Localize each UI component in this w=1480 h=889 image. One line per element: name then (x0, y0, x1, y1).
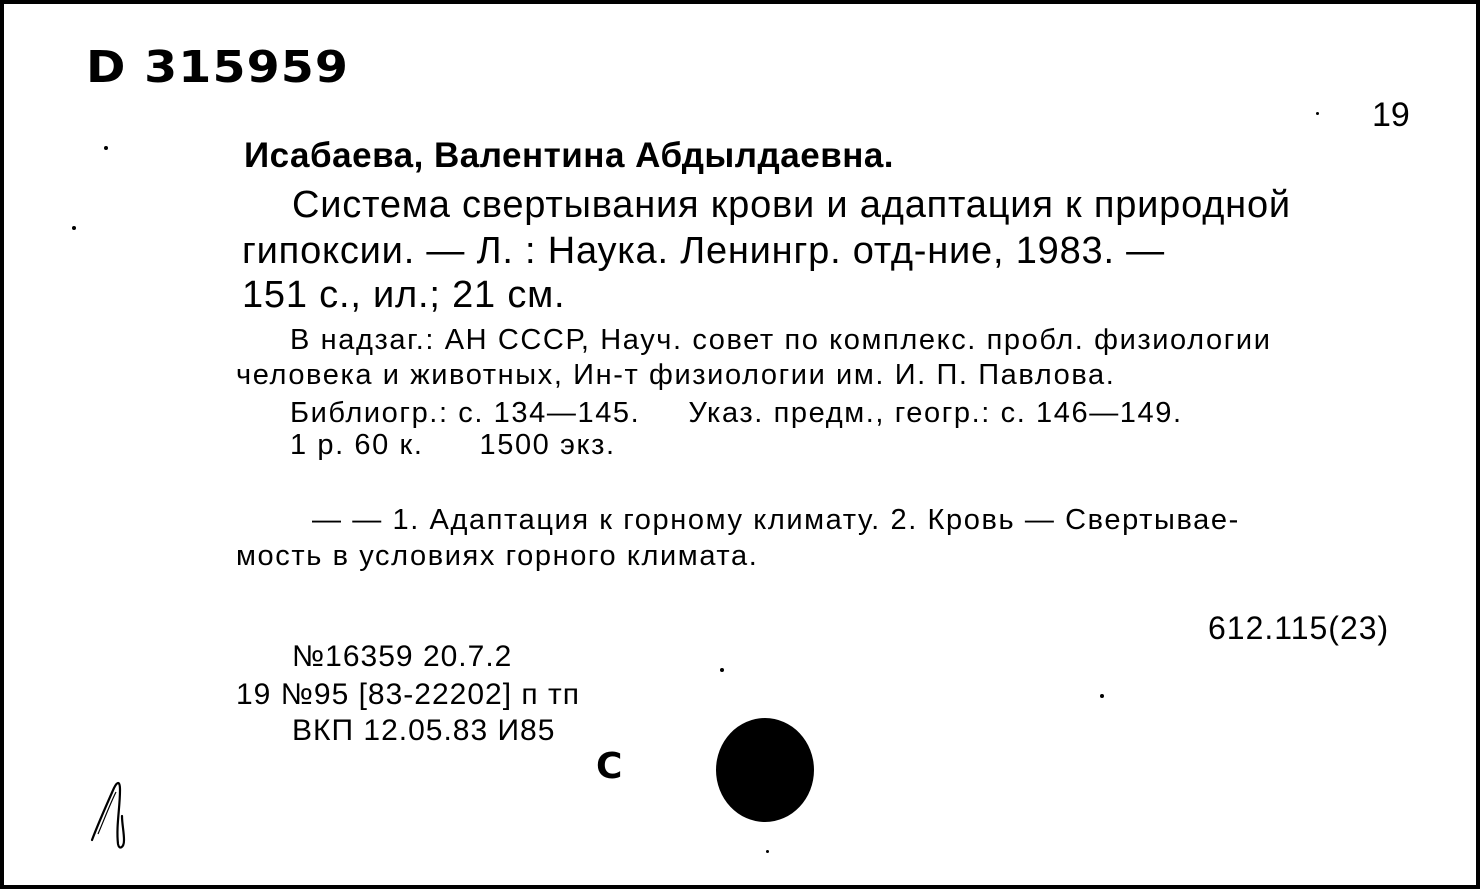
speck (72, 226, 76, 230)
price-line (290, 429, 616, 462)
registration-line-1: №16359 20.7.2 (292, 640, 513, 673)
title-line-1: Система свертывания крови и адаптация к природной (292, 184, 1291, 226)
registration-line-3: ВКП 12.05.83 И85 (292, 714, 556, 747)
speck (766, 850, 769, 853)
sheet-number: 19 (1372, 96, 1410, 134)
udc-code: 612.115(23) (1208, 610, 1390, 646)
tracing-line-2: мость в условиях горного климата. (236, 540, 759, 572)
bibliography-note (290, 397, 1183, 430)
bibliography-text: Библиогр.: с. 134—145. (290, 397, 641, 429)
header-note-line-2: человека и животных, Ин-т физиологии им. И. П. Павлова. (236, 359, 1116, 391)
speck (1316, 112, 1319, 115)
speck (720, 668, 724, 672)
tracing-line-1: — — 1. Адаптация к горному климату. 2. Кровь — Свертывае- (312, 504, 1240, 536)
print-run: 1500 экз. (479, 429, 616, 461)
index-note: Указ. предм., геогр.: с. 146—149. (688, 397, 1183, 429)
handwritten-mark (84, 774, 144, 854)
speck (1100, 694, 1104, 698)
price: 1 р. 60 к. (290, 429, 424, 461)
inventory-number: D 315959 (86, 42, 350, 93)
speck (104, 146, 108, 150)
registration-line-2: 19 №95 [83-22202] п тп (236, 678, 580, 711)
punch-hole (716, 718, 814, 822)
stamp-letter: С (596, 746, 623, 787)
title-line-3: 151 с., ил.; 21 см. (242, 274, 566, 316)
author-heading: Исабаева, Валентина Абдылдаевна. (244, 136, 895, 175)
title-line-2: гипоксии. — Л. : Наука. Ленингр. отд-ние, 1983. — (242, 230, 1165, 272)
header-note-line-1: В надзаг.: АН СССР, Науч. совет по комплекс. пробл. физиологии (290, 324, 1272, 356)
